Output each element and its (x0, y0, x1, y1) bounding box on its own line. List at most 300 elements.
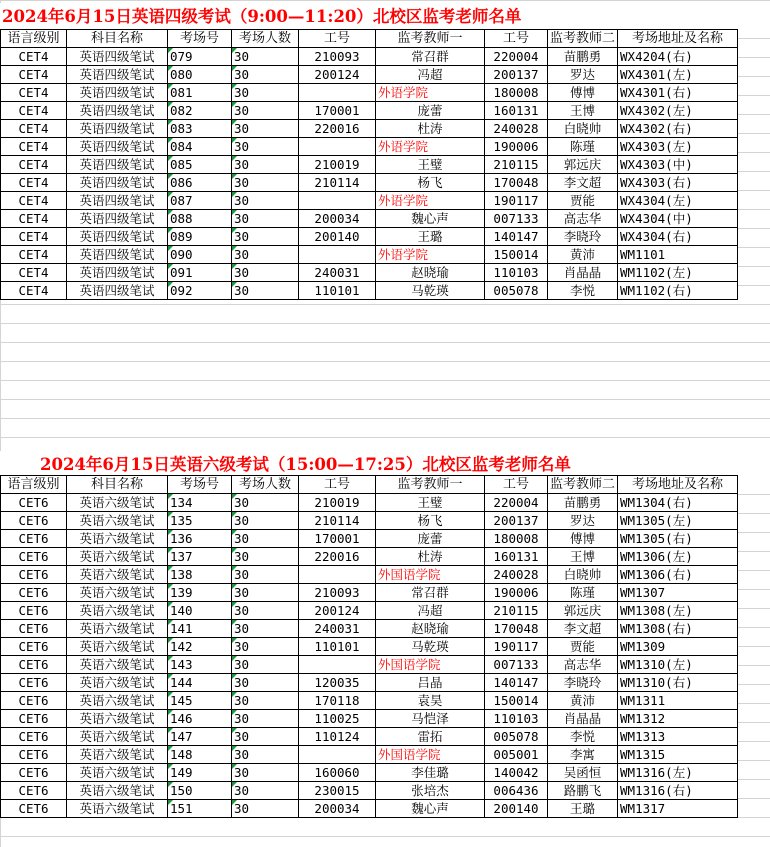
cell-staff-id-1: 210114 (299, 512, 376, 530)
cell-room-count: 30 (232, 512, 299, 530)
cell-subject: 英语六级笔试 (67, 548, 168, 566)
cell-level: CET6 (1, 710, 67, 728)
cell-subject: 英语四级笔试 (67, 264, 168, 282)
cell-room-address: WX4301(右) (618, 84, 738, 102)
cell-room-no: 141 (168, 620, 232, 638)
cell-room-count: 30 (232, 692, 299, 710)
cell-invigilator-1: 外语学院 (376, 138, 485, 156)
cell-room-count: 30 (232, 674, 299, 692)
cell-staff-id-2: 190006 (485, 138, 548, 156)
cell-subject: 英语六级笔试 (67, 692, 168, 710)
cell-room-no: 092 (168, 282, 232, 300)
cell-invigilator-2: 吴函恒 (548, 764, 618, 782)
cell-staff-id-2: 200137 (485, 66, 548, 84)
cell-subject: 英语六级笔试 (67, 764, 168, 782)
cell-staff-id-1 (299, 656, 376, 674)
cell-staff-id-1: 110124 (299, 728, 376, 746)
cell-level: CET4 (1, 282, 67, 300)
table-row (1, 192, 738, 210)
table-row (1, 282, 738, 300)
cell-level: CET6 (1, 746, 67, 764)
cell-room-count: 30 (232, 602, 299, 620)
cell-room-address: WM1310(左) (618, 656, 738, 674)
cell-staff-id-1: 110025 (299, 710, 376, 728)
cell-staff-id-1: 200124 (299, 602, 376, 620)
cell-room-count: 30 (232, 48, 299, 66)
header-invigilator-1: 监考教师一 (376, 476, 485, 494)
cell-subject: 英语四级笔试 (67, 138, 168, 156)
cell-staff-id-1: 160060 (299, 764, 376, 782)
cell-room-address: WM1311 (618, 692, 738, 710)
cell-level: CET4 (1, 138, 67, 156)
table-row (1, 84, 738, 102)
cell-room-no: 081 (168, 84, 232, 102)
cell-room-count: 30 (232, 246, 299, 264)
cell-staff-id-1: 210093 (299, 48, 376, 66)
cell-level: CET4 (1, 246, 67, 264)
header-room-no: 考场号 (168, 476, 232, 494)
cell-staff-id-2: 007133 (485, 210, 548, 228)
cell-staff-id-2: 200137 (485, 512, 548, 530)
cell-invigilator-2: 陈瑾 (548, 138, 618, 156)
cell-room-no: 084 (168, 138, 232, 156)
cell-invigilator-1: 常召群 (376, 48, 485, 66)
cell-invigilator-1: 杨飞 (376, 174, 485, 192)
table-row (1, 494, 738, 512)
header-level: 语言级别 (1, 476, 67, 494)
cell-room-no: 136 (168, 530, 232, 548)
cell-level: CET6 (1, 692, 67, 710)
cell-room-no: 079 (168, 48, 232, 66)
cell-room-count: 30 (232, 566, 299, 584)
cell-room-address: WM1101 (618, 246, 738, 264)
header-room-address: 考场地址及名称 (618, 30, 738, 48)
cell-level: CET4 (1, 174, 67, 192)
table-row (1, 228, 738, 246)
cell-invigilator-1: 杨飞 (376, 512, 485, 530)
table-row (1, 620, 738, 638)
cell-subject: 英语六级笔试 (67, 746, 168, 764)
table-row (1, 174, 738, 192)
cell-subject: 英语四级笔试 (67, 246, 168, 264)
cell-level: CET4 (1, 120, 67, 138)
cell-invigilator-1: 雷拓 (376, 728, 485, 746)
table-row (1, 674, 738, 692)
cell-staff-id-1: 200124 (299, 66, 376, 84)
cell-room-address: WX4204(右) (618, 48, 738, 66)
cell-invigilator-1: 外语学院 (376, 84, 485, 102)
table-row (1, 66, 738, 84)
cell-staff-id-1: 210019 (299, 156, 376, 174)
cell-room-address: WM1308(左) (618, 602, 738, 620)
cell-room-no: 086 (168, 174, 232, 192)
cell-subject: 英语六级笔试 (67, 620, 168, 638)
cet4-table (0, 29, 738, 300)
cell-room-count: 30 (232, 764, 299, 782)
cell-room-count: 30 (232, 174, 299, 192)
cell-room-address: WM1306(右) (618, 566, 738, 584)
cell-room-address: WM1313 (618, 728, 738, 746)
cell-room-no: 147 (168, 728, 232, 746)
cell-room-count: 30 (232, 120, 299, 138)
cell-invigilator-2: 苗鹏勇 (548, 48, 618, 66)
cell-room-address: WM1316(右) (618, 782, 738, 800)
table-row (1, 764, 738, 782)
table-row (1, 246, 738, 264)
header-staff-id-2: 工号 (485, 30, 548, 48)
table-row (1, 530, 738, 548)
cell-staff-id-2: 005078 (485, 282, 548, 300)
table-row (1, 782, 738, 800)
cell-staff-id-1: 240031 (299, 620, 376, 638)
cell-invigilator-2: 李晓玲 (548, 674, 618, 692)
cell-subject: 英语六级笔试 (67, 782, 168, 800)
cell-staff-id-1: 220016 (299, 120, 376, 138)
cell-staff-id-2: 140147 (485, 674, 548, 692)
cell-level: CET6 (1, 782, 67, 800)
cell-staff-id-2: 240028 (485, 120, 548, 138)
cell-room-address: WX4304(左) (618, 192, 738, 210)
cell-level: CET4 (1, 66, 67, 84)
header-room-address: 考场地址及名称 (618, 476, 738, 494)
cell-staff-id-1: 170118 (299, 692, 376, 710)
cell-staff-id-2: 006436 (485, 782, 548, 800)
cell-staff-id-2: 005001 (485, 746, 548, 764)
cell-invigilator-2: 郭远庆 (548, 156, 618, 174)
header-subject: 科目名称 (67, 476, 168, 494)
cell-staff-id-1 (299, 192, 376, 210)
header-row (1, 476, 738, 494)
cell-staff-id-2: 007133 (485, 656, 548, 674)
cell-subject: 英语六级笔试 (67, 530, 168, 548)
cell-room-address: WM1310(右) (618, 674, 738, 692)
cell-staff-id-2: 200140 (485, 800, 548, 818)
cell-room-count: 30 (232, 228, 299, 246)
cell-invigilator-2: 白晓帅 (548, 120, 618, 138)
cell-invigilator-1: 庞蕾 (376, 102, 485, 120)
cell-invigilator-1: 冯超 (376, 66, 485, 84)
cell-room-address: WX4303(中) (618, 156, 738, 174)
table-row (1, 48, 738, 66)
cell-staff-id-2: 150014 (485, 246, 548, 264)
cell-invigilator-2: 王璐 (548, 800, 618, 818)
cell-level: CET6 (1, 566, 67, 584)
cell-invigilator-1: 赵晓瑜 (376, 264, 485, 282)
cell-invigilator-1: 外语学院 (376, 192, 485, 210)
cell-room-address: WM1317 (618, 800, 738, 818)
cell-staff-id-1: 210019 (299, 494, 376, 512)
table-row (1, 584, 738, 602)
cell-staff-id-2: 005078 (485, 728, 548, 746)
cell-invigilator-2: 陈瑾 (548, 584, 618, 602)
cet6-table (0, 475, 738, 818)
cell-level: CET4 (1, 102, 67, 120)
cell-invigilator-1: 吕晶 (376, 674, 485, 692)
table-row (1, 602, 738, 620)
cell-invigilator-2: 路鹏飞 (548, 782, 618, 800)
cell-invigilator-2: 苗鹏勇 (548, 494, 618, 512)
cell-level: CET4 (1, 192, 67, 210)
cell-room-address: WX4302(左) (618, 102, 738, 120)
cell-staff-id-2: 160131 (485, 548, 548, 566)
cell-room-no: 139 (168, 584, 232, 602)
cell-room-count: 30 (232, 584, 299, 602)
cell-invigilator-1: 李佳璐 (376, 764, 485, 782)
cell-level: CET6 (1, 638, 67, 656)
table-row (1, 728, 738, 746)
header-staff-id-1: 工号 (299, 30, 376, 48)
cell-level: CET4 (1, 210, 67, 228)
cell-level: CET4 (1, 264, 67, 282)
cell-room-no: 148 (168, 746, 232, 764)
cell-room-no: 150 (168, 782, 232, 800)
cell-subject: 英语四级笔试 (67, 102, 168, 120)
cell-subject: 英语四级笔试 (67, 282, 168, 300)
cell-staff-id-1: 110101 (299, 282, 376, 300)
cell-room-no: 080 (168, 66, 232, 84)
cell-invigilator-1: 魏心声 (376, 210, 485, 228)
cell-room-no: 085 (168, 156, 232, 174)
table-row (1, 548, 738, 566)
cell-invigilator-1: 庞蕾 (376, 530, 485, 548)
cell-staff-id-2: 110103 (485, 710, 548, 728)
cell-level: CET6 (1, 620, 67, 638)
cell-invigilator-2: 肖晶晶 (548, 710, 618, 728)
cell-staff-id-1: 230015 (299, 782, 376, 800)
cell-room-no: 087 (168, 192, 232, 210)
cell-room-count: 30 (232, 728, 299, 746)
cell-invigilator-2: 李文超 (548, 174, 618, 192)
cell-room-address: WX4303(左) (618, 138, 738, 156)
cell-staff-id-2: 140042 (485, 764, 548, 782)
cell-room-no: 083 (168, 120, 232, 138)
cell-subject: 英语四级笔试 (67, 84, 168, 102)
header-room-no: 考场号 (168, 30, 232, 48)
cell-room-no: 149 (168, 764, 232, 782)
cell-invigilator-1: 杜涛 (376, 548, 485, 566)
cell-staff-id-1: 220016 (299, 548, 376, 566)
cell-invigilator-1: 外国语学院 (376, 656, 485, 674)
cell-room-count: 30 (232, 494, 299, 512)
cell-subject: 英语四级笔试 (67, 210, 168, 228)
cell-subject: 英语六级笔试 (67, 584, 168, 602)
cell-room-address: WM1304(右) (618, 494, 738, 512)
header-room-count: 考场人数 (232, 30, 299, 48)
cet4-title: 2024年6月15日英语四级考试（9:00—11:20）北校区监考老师名单 (0, 3, 770, 30)
cell-invigilator-1: 王璧 (376, 494, 485, 512)
table-row (1, 710, 738, 728)
cell-room-count: 30 (232, 800, 299, 818)
cell-invigilator-1: 赵晓瑜 (376, 620, 485, 638)
cell-room-address: WX4301(左) (618, 66, 738, 84)
cell-room-address: WM1306(左) (618, 548, 738, 566)
cell-room-no: 146 (168, 710, 232, 728)
cell-level: CET6 (1, 800, 67, 818)
cell-invigilator-1: 外国语学院 (376, 746, 485, 764)
cell-level: CET4 (1, 156, 67, 174)
table-row (1, 656, 738, 674)
cell-room-no: 137 (168, 548, 232, 566)
cell-room-count: 30 (232, 620, 299, 638)
cell-room-no: 091 (168, 264, 232, 282)
cell-level: CET6 (1, 530, 67, 548)
table-row (1, 800, 738, 818)
cell-room-address: WM1316(左) (618, 764, 738, 782)
table-row (1, 692, 738, 710)
cell-subject: 英语四级笔试 (67, 228, 168, 246)
cell-room-address: WM1315 (618, 746, 738, 764)
cell-staff-id-1: 210114 (299, 174, 376, 192)
header-invigilator-1: 监考教师一 (376, 30, 485, 48)
cell-invigilator-1: 王璧 (376, 156, 485, 174)
cell-staff-id-1 (299, 246, 376, 264)
cell-subject: 英语六级笔试 (67, 512, 168, 530)
cell-room-no: 082 (168, 102, 232, 120)
cell-invigilator-1: 常召群 (376, 584, 485, 602)
cell-staff-id-2: 140147 (485, 228, 548, 246)
cell-room-no: 143 (168, 656, 232, 674)
cell-subject: 英语六级笔试 (67, 602, 168, 620)
cell-staff-id-1: 240031 (299, 264, 376, 282)
cell-room-address: WX4304(中) (618, 210, 738, 228)
cell-invigilator-2: 傅博 (548, 530, 618, 548)
cell-staff-id-2: 180008 (485, 530, 548, 548)
cell-invigilator-1: 冯超 (376, 602, 485, 620)
cell-room-count: 30 (232, 102, 299, 120)
cell-staff-id-1: 200140 (299, 228, 376, 246)
cell-invigilator-2: 贾能 (548, 638, 618, 656)
header-staff-id-1: 工号 (299, 476, 376, 494)
cell-invigilator-2: 肖晶晶 (548, 264, 618, 282)
table-row (1, 210, 738, 228)
cell-subject: 英语四级笔试 (67, 156, 168, 174)
cell-room-address: WM1305(左) (618, 512, 738, 530)
header-invigilator-2: 监考教师二 (548, 30, 618, 48)
table-row (1, 156, 738, 174)
cell-subject: 英语四级笔试 (67, 66, 168, 84)
cell-subject: 英语六级笔试 (67, 494, 168, 512)
cell-staff-id-2: 220004 (485, 494, 548, 512)
header-room-count: 考场人数 (232, 476, 299, 494)
cell-level: CET6 (1, 548, 67, 566)
cell-invigilator-2: 高志华 (548, 656, 618, 674)
cell-invigilator-1: 魏心声 (376, 800, 485, 818)
cell-staff-id-2: 210115 (485, 602, 548, 620)
cell-invigilator-1: 马乾瑛 (376, 282, 485, 300)
cell-subject: 英语六级笔试 (67, 674, 168, 692)
cell-invigilator-2: 黄沛 (548, 246, 618, 264)
cell-room-no: 090 (168, 246, 232, 264)
cell-staff-id-1 (299, 746, 376, 764)
cell-level: CET6 (1, 764, 67, 782)
cell-invigilator-2: 贾能 (548, 192, 618, 210)
cell-level: CET6 (1, 674, 67, 692)
cell-subject: 英语四级笔试 (67, 174, 168, 192)
cell-room-address: WX4304(右) (618, 228, 738, 246)
cell-level: CET4 (1, 48, 67, 66)
cell-invigilator-1: 袁昊 (376, 692, 485, 710)
table-row (1, 138, 738, 156)
cell-staff-id-1: 210093 (299, 584, 376, 602)
cell-invigilator-1: 马恺泽 (376, 710, 485, 728)
cell-room-count: 30 (232, 210, 299, 228)
cell-room-no: 135 (168, 512, 232, 530)
cell-subject: 英语六级笔试 (67, 656, 168, 674)
cell-staff-id-2: 170048 (485, 620, 548, 638)
cell-room-no: 140 (168, 602, 232, 620)
cet6-title: 2024年6月15日英语六级考试（15:00—17:25）北校区监考老师名单 (0, 451, 770, 478)
cell-staff-id-1: 110101 (299, 638, 376, 656)
cell-invigilator-2: 傅博 (548, 84, 618, 102)
cell-level: CET4 (1, 84, 67, 102)
cell-room-address: WM1312 (618, 710, 738, 728)
cell-invigilator-2: 李晓玲 (548, 228, 618, 246)
cell-room-no: 151 (168, 800, 232, 818)
cell-staff-id-1: 170001 (299, 102, 376, 120)
header-subject: 科目名称 (67, 30, 168, 48)
cell-staff-id-2: 240028 (485, 566, 548, 584)
cell-room-no: 144 (168, 674, 232, 692)
cell-invigilator-2: 李寓 (548, 746, 618, 764)
cell-room-count: 30 (232, 84, 299, 102)
cell-invigilator-2: 高志华 (548, 210, 618, 228)
table-row (1, 120, 738, 138)
cell-subject: 英语四级笔试 (67, 192, 168, 210)
cell-invigilator-1: 张培杰 (376, 782, 485, 800)
cell-invigilator-2: 李悦 (548, 282, 618, 300)
cell-staff-id-2: 160131 (485, 102, 548, 120)
cell-subject: 英语六级笔试 (67, 638, 168, 656)
cell-invigilator-2: 白晓帅 (548, 566, 618, 584)
table-row (1, 746, 738, 764)
cell-room-count: 30 (232, 138, 299, 156)
cell-room-count: 30 (232, 66, 299, 84)
cell-invigilator-1: 外语学院 (376, 246, 485, 264)
cell-subject: 英语四级笔试 (67, 120, 168, 138)
cell-room-count: 30 (232, 656, 299, 674)
cell-room-no: 145 (168, 692, 232, 710)
cell-room-address: WM1102(左) (618, 264, 738, 282)
cell-room-no: 089 (168, 228, 232, 246)
cell-level: CET4 (1, 228, 67, 246)
cell-staff-id-2: 110103 (485, 264, 548, 282)
cell-invigilator-2: 李文超 (548, 620, 618, 638)
cell-invigilator-1: 杜涛 (376, 120, 485, 138)
cell-staff-id-2: 150014 (485, 692, 548, 710)
cell-room-count: 30 (232, 638, 299, 656)
cell-staff-id-2: 190117 (485, 192, 548, 210)
cell-subject: 英语六级笔试 (67, 566, 168, 584)
cell-room-count: 30 (232, 264, 299, 282)
cell-invigilator-1: 外国语学院 (376, 566, 485, 584)
cell-room-count: 30 (232, 548, 299, 566)
table-row (1, 264, 738, 282)
table-row (1, 512, 738, 530)
cell-level: CET6 (1, 602, 67, 620)
cell-invigilator-1: 马乾瑛 (376, 638, 485, 656)
cell-staff-id-2: 190006 (485, 584, 548, 602)
table-row (1, 102, 738, 120)
header-row (1, 30, 738, 48)
cell-room-count: 30 (232, 782, 299, 800)
cell-staff-id-1: 170001 (299, 530, 376, 548)
cell-room-no: 142 (168, 638, 232, 656)
table-row (1, 638, 738, 656)
cell-staff-id-2: 180008 (485, 84, 548, 102)
cell-room-count: 30 (232, 192, 299, 210)
cell-subject: 英语六级笔试 (67, 728, 168, 746)
cell-room-address: WX4302(右) (618, 120, 738, 138)
